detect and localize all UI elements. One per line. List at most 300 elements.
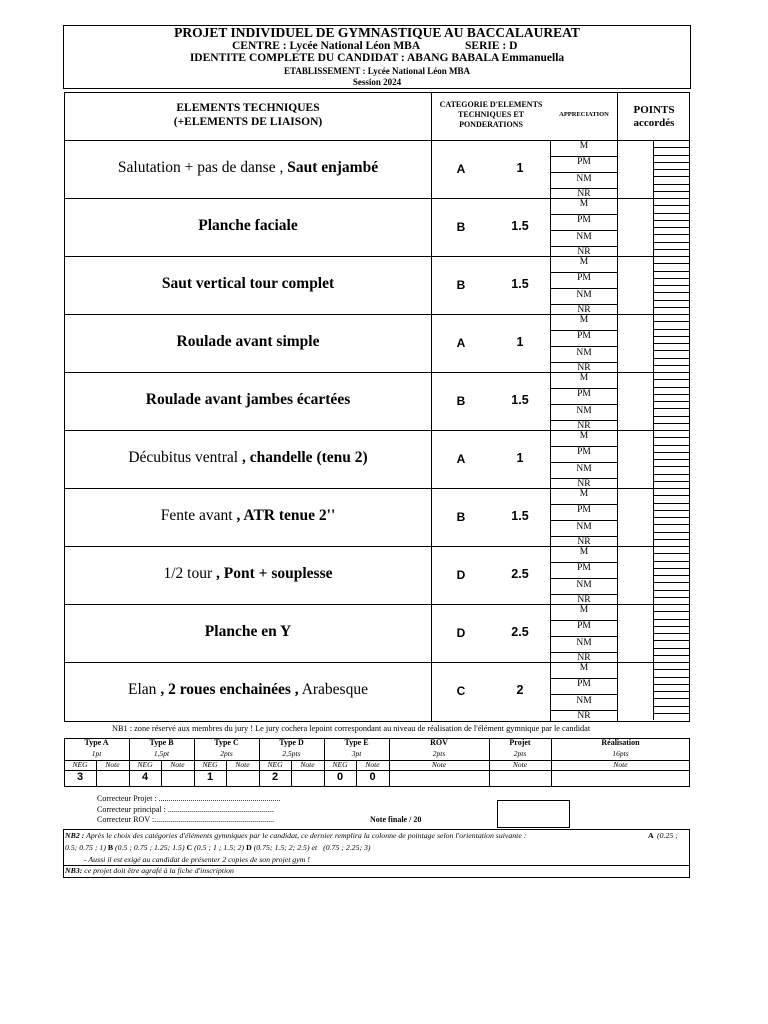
appreciation-level-pm[interactable]: PM	[577, 621, 591, 631]
nb2-a-label: A	[648, 831, 654, 840]
points-cell[interactable]	[618, 141, 652, 154]
appreciation-level-m[interactable]: M	[579, 373, 589, 383]
note-value-cell[interactable]	[292, 771, 323, 786]
appreciation-level-nr[interactable]: NR	[577, 479, 591, 489]
appreciation-divider	[551, 404, 617, 405]
appreciation-divider	[551, 362, 617, 363]
note-finale-box[interactable]	[497, 800, 570, 828]
nb2-a-range: (0.25 ;	[657, 831, 678, 840]
type-name: Type B	[149, 738, 174, 747]
element-weight: 1.5	[511, 277, 529, 291]
element-name-normal: Salutation + pas de danse ,	[117, 159, 284, 176]
points-cell[interactable]	[618, 344, 652, 357]
appreciation-level-pm[interactable]: PM	[577, 679, 591, 689]
appreciation-level-nr[interactable]: NR	[577, 247, 591, 257]
points-cell-line	[653, 553, 690, 554]
appreciation-divider	[551, 246, 617, 247]
points-cell[interactable]	[618, 315, 652, 328]
appreciation-divider	[551, 504, 617, 505]
points-cell-line	[653, 300, 690, 301]
element-name-bold: , chandelle (tenu 2)	[238, 449, 368, 466]
appreciation-divider	[551, 536, 617, 537]
points-cell[interactable]	[618, 504, 652, 517]
neg-value[interactable]: 4	[141, 771, 149, 783]
points-cell[interactable]	[618, 475, 652, 488]
nb2-cat: B	[107, 843, 114, 852]
points-cell-line	[653, 350, 690, 351]
nb2-range: (0.5 ; 0.75 ; 1.25; 1.5)	[115, 843, 185, 852]
element-name-bold: Roulade avant jambes écartées	[145, 391, 351, 408]
points-cell[interactable]	[618, 692, 652, 705]
points-cell[interactable]	[618, 431, 652, 444]
points-cell-line	[653, 271, 690, 272]
points-cell[interactable]	[618, 547, 652, 560]
element-category: B	[456, 394, 466, 408]
appreciation-header: APPRECIATION	[559, 111, 609, 118]
points-cell-line	[653, 452, 690, 453]
appreciation-divider	[551, 214, 617, 215]
points-cell-line	[653, 524, 690, 525]
appreciation-level-m[interactable]: M	[579, 315, 589, 325]
points-cell[interactable]	[618, 605, 652, 618]
nb1-note: NB1 : zone réservé aux membres du jury ! Le jury cochera lepoint correspondant au niveau de réalisation de l'élément gymnique par le candidat	[112, 724, 591, 733]
appreciation-divider	[551, 620, 617, 621]
points-cell-line	[653, 597, 690, 598]
points-cell[interactable]	[618, 214, 652, 227]
nb2-text: Après le choix des catégories d'éléments gymniques par le candidat, ce dernier remplira la colonne de pointage selon l'orientation suivante :	[86, 831, 527, 840]
points-cell-line	[653, 677, 690, 678]
element-name	[65, 449, 431, 467]
neg-label: NEG	[137, 760, 153, 769]
points-cell-line	[653, 517, 690, 518]
points-cell[interactable]	[618, 707, 652, 720]
projet-points: 2pts	[513, 749, 527, 758]
element-name-bold: , 2 roues enchainées ,	[156, 681, 299, 698]
points-cell-line	[653, 155, 690, 156]
points-cell[interactable]	[618, 359, 652, 372]
points-cell[interactable]	[618, 185, 652, 198]
serie-line: SERIE : D	[465, 40, 518, 52]
type-name: Type A	[84, 738, 109, 747]
appreciation-level-nm[interactable]: NM	[576, 696, 592, 706]
points-cell-line	[653, 575, 690, 576]
appreciation-level-nm[interactable]: NM	[576, 290, 592, 300]
type-name: Type D	[279, 738, 304, 747]
element-name-normal: Décubitus ventral	[128, 449, 239, 466]
elements-header-line: ELEMENTS TECHNIQUES	[176, 102, 320, 114]
element-name	[65, 507, 431, 525]
points-cell-line	[653, 445, 690, 446]
appreciation-divider	[551, 652, 617, 653]
element-name-bold: Planche en Y	[204, 623, 292, 640]
appreciation-level-nm[interactable]: NM	[576, 348, 592, 358]
element-name	[65, 391, 431, 409]
points-cell-line	[653, 213, 690, 214]
points-cell[interactable]	[618, 562, 652, 575]
appreciation-level-m[interactable]: M	[579, 547, 589, 557]
points-cell[interactable]	[618, 460, 652, 473]
type-name: Type C	[214, 738, 239, 747]
points-cell-line	[653, 713, 690, 714]
element-name	[65, 275, 431, 293]
points-cell-line	[653, 184, 690, 185]
element-name-bold: , Pont + souplesse	[212, 565, 333, 582]
appreciation-divider	[551, 330, 617, 331]
appreciation-level-pm[interactable]: PM	[577, 273, 591, 283]
realisation-note-label: Note	[613, 760, 628, 769]
appreciation-level-nm[interactable]: NM	[576, 638, 592, 648]
appreciation-level-nm[interactable]: NM	[576, 406, 592, 416]
appreciation-level-pm[interactable]: PM	[577, 447, 591, 457]
nb3-line	[65, 866, 234, 875]
rov-note-label: Note	[431, 760, 447, 769]
appreciation-level-m[interactable]: M	[579, 489, 589, 499]
nb3-label: NB3:	[65, 866, 83, 875]
points-cell[interactable]	[618, 228, 652, 241]
element-category: B	[456, 220, 466, 234]
element-name	[65, 681, 431, 699]
points-cell-line	[653, 336, 690, 337]
points-cell-line	[653, 619, 690, 620]
neg-value[interactable]: 3	[76, 771, 84, 783]
appreciation-level-pm[interactable]: PM	[577, 215, 591, 225]
points-header	[618, 104, 690, 130]
note-label: Note	[365, 760, 380, 769]
points-cell[interactable]	[618, 518, 652, 531]
appreciation-level-m[interactable]: M	[579, 199, 589, 209]
note-label: Note	[170, 760, 185, 769]
categorie-header-line: PONDERATIONS	[459, 120, 523, 129]
points-cell[interactable]	[618, 402, 652, 415]
appreciation-level-nr[interactable]: NR	[577, 595, 591, 605]
points-cell[interactable]	[618, 388, 652, 401]
points-cell-line	[653, 466, 690, 467]
element-weight: 1.5	[511, 393, 529, 407]
nb2-line-2	[65, 843, 371, 852]
neg-label: NEG	[267, 760, 283, 769]
element-name	[65, 333, 431, 351]
element-weight: 1	[516, 161, 524, 175]
nb2-line-1	[65, 831, 526, 840]
points-cell[interactable]	[618, 620, 652, 633]
points-cell-line	[653, 532, 690, 533]
points-cell-line	[653, 539, 690, 540]
appreciation-level-nr[interactable]: NR	[577, 537, 591, 547]
appreciation-level-nm[interactable]: NM	[576, 580, 592, 590]
element-name-normal: 1/2 tour	[163, 565, 213, 582]
appreciation-divider	[551, 594, 617, 595]
session-line: Session 2024	[352, 77, 402, 87]
neg-value[interactable]: 0	[336, 771, 344, 783]
appreciation-level-m[interactable]: M	[579, 257, 589, 267]
categorie-header	[432, 100, 550, 130]
points-cell-line	[653, 292, 690, 293]
element-category: B	[456, 510, 466, 524]
type-points: 2,5pts	[282, 749, 301, 758]
points-cell-line	[653, 394, 690, 395]
element-category: D	[456, 568, 466, 582]
appreciation-divider	[551, 188, 617, 189]
element-weight: 2	[516, 683, 524, 697]
points-cell-line	[653, 263, 690, 264]
points-cell[interactable]	[618, 286, 652, 299]
points-cell[interactable]	[618, 446, 652, 459]
appreciation-divider	[551, 520, 617, 521]
points-cell[interactable]	[618, 156, 652, 169]
points-cell[interactable]	[618, 533, 652, 546]
appreciation-divider	[551, 272, 617, 273]
appreciation-level-pm[interactable]: PM	[577, 157, 591, 167]
points-cell-line	[653, 147, 690, 148]
note-label: Note	[105, 760, 120, 769]
points-cell[interactable]	[618, 489, 652, 502]
appreciation-divider	[551, 478, 617, 479]
points-cell-line	[653, 423, 690, 424]
element-name-bold: , ATR tenue 2''	[232, 507, 336, 524]
points-cell-line	[653, 329, 690, 330]
note-label: Note	[300, 760, 315, 769]
rov-points: 2pts	[432, 749, 446, 758]
type-e-note-value[interactable]: 0	[369, 771, 376, 783]
element-category: D	[456, 626, 466, 640]
appreciation-divider	[551, 156, 617, 157]
points-cell-line	[653, 568, 690, 569]
appreciation-level-m[interactable]: M	[579, 605, 589, 615]
nb2-line-3: - Aussi il est exigé au candidat de présenter 2 copies de son projet gym !	[84, 855, 310, 864]
rov-note-cell[interactable]	[390, 771, 488, 786]
points-cell-line	[653, 510, 690, 511]
points-cell-line	[653, 227, 690, 228]
points-header-line: POINTS	[633, 104, 675, 116]
realisation-name: Réalisation	[601, 738, 640, 747]
points-cell[interactable]	[618, 634, 652, 647]
centre-line: CENTRE : Lycée National Léon MBA	[232, 40, 421, 52]
appreciation-divider	[551, 388, 617, 389]
type-points: 1,5pt	[153, 749, 170, 758]
points-cell[interactable]	[618, 272, 652, 285]
points-cell-line	[653, 706, 690, 707]
nb2-cat: D	[246, 843, 252, 852]
neg-value[interactable]: 2	[271, 771, 279, 783]
points-cell-line	[653, 249, 690, 250]
appreciation-level-m[interactable]: M	[579, 431, 589, 441]
points-cell-line	[653, 626, 690, 627]
points-cell-line	[653, 640, 690, 641]
appreciation-level-nr[interactable]: NR	[577, 421, 591, 431]
elements-header-line: (+ELEMENTS DE LIAISON)	[173, 116, 323, 128]
points-cell-line	[653, 633, 690, 634]
points-cell-line	[653, 669, 690, 670]
points-cell-line	[653, 459, 690, 460]
appreciation-divider	[551, 636, 617, 637]
element-name-bold: Planche faciale	[198, 217, 298, 234]
points-cell-line	[653, 321, 690, 322]
points-cell[interactable]	[618, 663, 652, 676]
nb2-range: (0.75 ; 2.25; 3)	[323, 843, 371, 852]
appreciation-level-nr[interactable]: NR	[577, 305, 591, 315]
points-cell-line	[653, 408, 690, 409]
appreciation-divider	[551, 462, 617, 463]
categorie-header-line: CATEGORIE D'ELEMENTS	[439, 100, 543, 109]
appreciation-level-nr[interactable]: NR	[577, 363, 591, 373]
candidate-identity: IDENTITE COMPLETE DU CANDIDAT : ABANG BABALA Emmanuella	[189, 52, 565, 64]
points-cell-line	[653, 481, 690, 482]
points-header-line: accordés	[633, 117, 675, 129]
points-cell-line	[653, 611, 690, 612]
points-cell-line	[653, 495, 690, 496]
element-weight: 1.5	[511, 509, 529, 523]
appreciation-divider	[551, 420, 617, 421]
document-title: PROJET INDIVIDUEL DE GYMNASTIQUE AU BACCALAUREAT	[174, 25, 580, 40]
realisation-points: 16pts	[612, 749, 629, 758]
correcteur-projet: Correcteur Projet : .............................................................	[97, 794, 281, 803]
points-cell-line	[653, 561, 690, 562]
points-cell[interactable]	[618, 199, 652, 212]
points-cell[interactable]	[618, 243, 652, 256]
nb2-range: (0.75; 1.5; 2; 2.5) et	[253, 843, 318, 852]
points-cell[interactable]	[618, 678, 652, 691]
appreciation-level-pm[interactable]: PM	[577, 331, 591, 341]
appreciation-divider	[551, 578, 617, 579]
points-cell-line	[653, 437, 690, 438]
element-name-normal: Elan	[128, 681, 157, 698]
appreciation-divider	[551, 230, 617, 231]
points-cell-line	[653, 379, 690, 380]
correcteur-rov: Correcteur ROV :............................................................	[97, 815, 275, 824]
nb2-cat: C	[186, 843, 193, 852]
element-weight: 1	[516, 451, 524, 465]
nb2-line-1-right	[648, 831, 654, 840]
appreciation-level-pm[interactable]: PM	[577, 505, 591, 515]
element-name-after: Arabesque	[298, 681, 368, 698]
appreciation-level-nm[interactable]: NM	[576, 522, 592, 532]
element-name-normal: Fente avant	[160, 507, 233, 524]
realisation-note-cell[interactable]	[552, 771, 689, 786]
points-cell-line	[653, 242, 690, 243]
points-cell-line	[653, 503, 690, 504]
element-weight: 2.5	[511, 625, 529, 639]
points-cell-line	[653, 307, 690, 308]
categorie-header-line: TECHNIQUES ET	[457, 110, 525, 119]
note-value-cell[interactable]	[162, 771, 193, 786]
points-cell[interactable]	[618, 591, 652, 604]
element-category: A	[456, 452, 466, 466]
appreciation-level-nr[interactable]: NR	[577, 711, 591, 721]
element-name	[65, 217, 431, 235]
type-points: 1pt	[91, 749, 102, 758]
appreciation-divider	[551, 304, 617, 305]
points-cell-line	[653, 387, 690, 388]
nb2-label: NB2 :	[65, 831, 85, 840]
appreciation-level-m[interactable]: M	[579, 141, 589, 151]
appreciation-level-nm[interactable]: NM	[576, 232, 592, 242]
appreciation-level-nm[interactable]: NM	[576, 464, 592, 474]
points-cell-line	[653, 401, 690, 402]
points-cell[interactable]	[618, 576, 652, 589]
appreciation-level-nr[interactable]: NR	[577, 189, 591, 199]
element-name	[65, 623, 431, 641]
elements-header	[65, 101, 431, 129]
points-cell[interactable]	[618, 257, 652, 270]
points-cell[interactable]	[618, 170, 652, 183]
projet-note-label: Note	[512, 760, 528, 769]
note-value-cell[interactable]	[97, 771, 128, 786]
points-cell[interactable]	[618, 301, 652, 314]
element-weight: 1	[516, 335, 524, 349]
neg-label: NEG	[202, 760, 218, 769]
appreciation-divider	[551, 678, 617, 679]
points-cell-line	[653, 220, 690, 221]
neg-label: NEG	[332, 760, 348, 769]
rov-name: ROV	[430, 738, 448, 747]
nb2-a-values	[657, 831, 678, 840]
appreciation-level-m[interactable]: M	[579, 663, 589, 673]
points-cell[interactable]	[618, 649, 652, 662]
points-cell-line	[653, 285, 690, 286]
points-cell[interactable]	[618, 373, 652, 386]
points-cell-line	[653, 162, 690, 163]
appreciation-level-pm[interactable]: PM	[577, 389, 591, 399]
projet-note-cell[interactable]	[490, 771, 550, 786]
type-name: Type E	[344, 738, 369, 747]
appreciation-divider	[551, 710, 617, 711]
element-category: A	[456, 336, 466, 350]
element-category: B	[456, 278, 466, 292]
points-cell-line	[653, 691, 690, 692]
points-cell-line	[653, 416, 690, 417]
appreciation-divider	[551, 446, 617, 447]
etablissement-line: ETABLISSEMENT : Lycée National Léon MBA	[284, 66, 470, 76]
points-cell-line	[653, 234, 690, 235]
type-points: 3pt	[351, 749, 362, 758]
points-cell-line	[653, 169, 690, 170]
appreciation-divider	[551, 172, 617, 173]
points-cell-line	[653, 205, 690, 206]
nb2-range: 0.5; 0.75 ; 1)	[65, 843, 106, 852]
points-cell-line	[653, 698, 690, 699]
points-cell[interactable]	[618, 330, 652, 343]
note-value-cell[interactable]	[227, 771, 258, 786]
points-cell-line	[653, 474, 690, 475]
appreciation-level-nr[interactable]: NR	[577, 653, 591, 663]
appreciation-divider	[551, 694, 617, 695]
neg-label: NEG	[72, 760, 88, 769]
points-cell-line	[653, 582, 690, 583]
element-name-bold: Roulade avant simple	[176, 333, 320, 350]
element-name	[65, 565, 431, 583]
appreciation-divider	[551, 288, 617, 289]
points-cell[interactable]	[618, 417, 652, 430]
points-cell-line	[653, 358, 690, 359]
neg-value[interactable]: 1	[206, 771, 214, 783]
note-finale-label: Note finale / 20	[370, 815, 422, 824]
points-cell-line	[653, 684, 690, 685]
element-category: C	[456, 684, 466, 698]
appreciation-divider	[551, 562, 617, 563]
element-category: A	[456, 162, 466, 176]
element-weight: 1.5	[511, 219, 529, 233]
appreciation-level-nm[interactable]: NM	[576, 174, 592, 184]
nb3-text: ce projet doit être agrafé à la fiche d'inscription	[84, 866, 234, 875]
points-cell-line	[653, 365, 690, 366]
points-cell-line	[653, 590, 690, 591]
appreciation-divider	[551, 346, 617, 347]
projet-name: Projet	[509, 738, 531, 747]
appreciation-level-pm[interactable]: PM	[577, 563, 591, 573]
element-name	[65, 159, 431, 177]
points-cell-line	[653, 191, 690, 192]
element-name-bold: Saut vertical tour complet	[161, 275, 335, 292]
